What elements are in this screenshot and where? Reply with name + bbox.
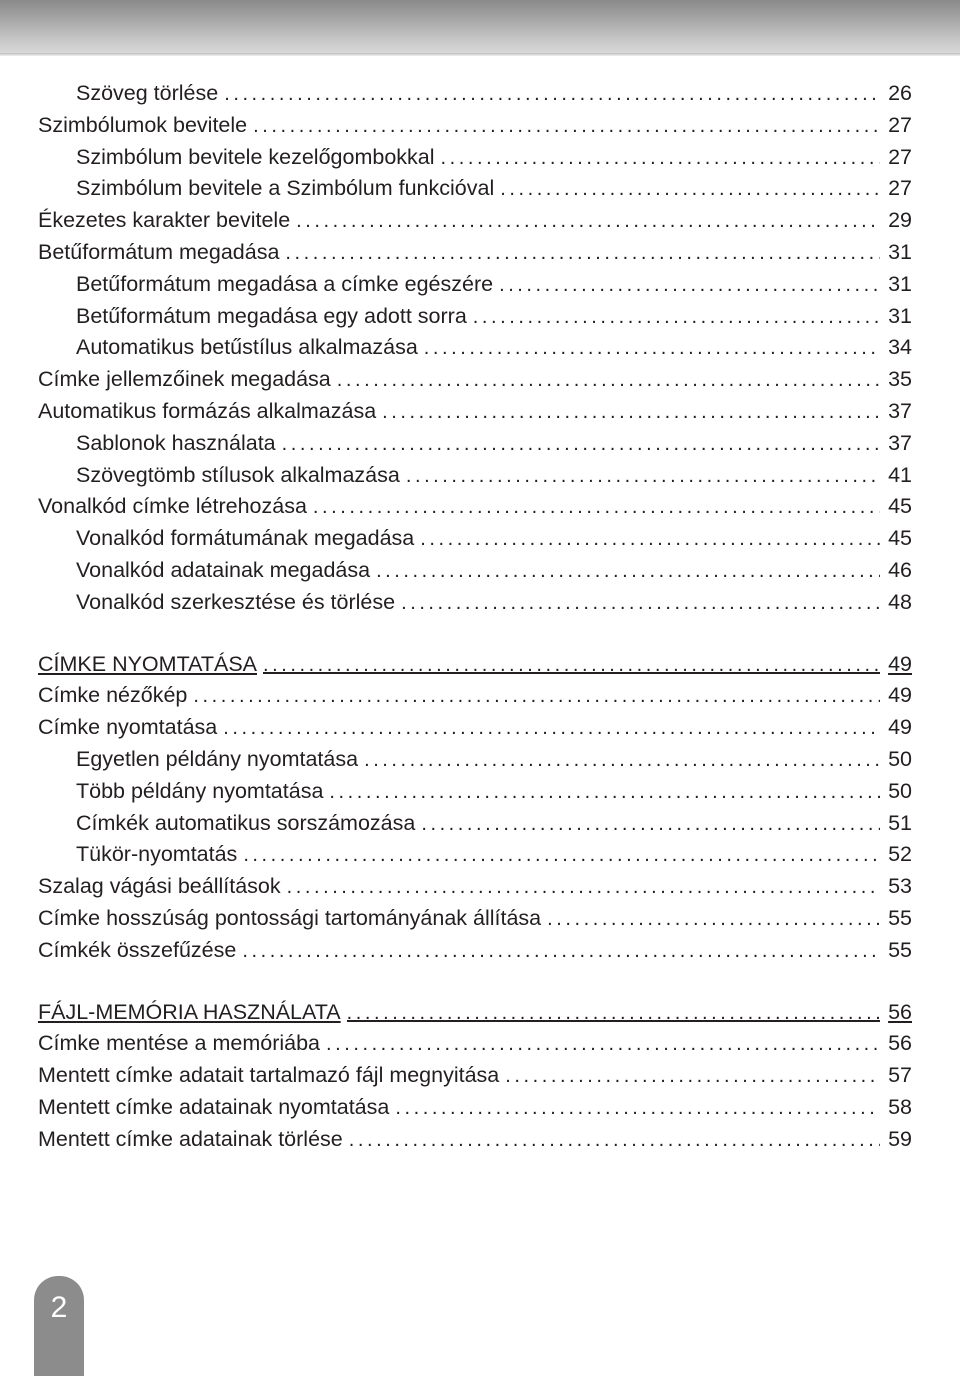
toc-entry-page: 57: [888, 1063, 912, 1088]
toc-entry: [0, 555, 960, 587]
toc-dot-leader: [287, 872, 880, 904]
toc-entry-title: Sablonok használata: [76, 430, 276, 455]
table-of-contents: [0, 78, 960, 1156]
toc-entry-page: 55: [888, 937, 912, 962]
toc-entry: [0, 110, 960, 142]
toc-dot-leader: [376, 556, 880, 588]
toc-entry-title: Vonalkód adatainak megadása: [76, 557, 371, 582]
toc-dot-leader: [263, 650, 880, 682]
toc-entry-title: Szalag vágási beállítások: [38, 874, 281, 899]
toc-entry-page: 45: [888, 494, 912, 519]
toc-entry: [0, 205, 960, 237]
toc-entry-title: Címke nyomtatása: [38, 715, 218, 740]
toc-entry-page: 56: [888, 999, 912, 1024]
toc-entry-page: 55: [888, 905, 912, 930]
toc-entry-page: 50: [888, 778, 912, 803]
toc-dot-leader: [313, 492, 880, 524]
toc-entry-title: CÍMKE NYOMTATÁSA: [38, 651, 257, 676]
toc-dot-leader: [296, 206, 880, 238]
toc-entry: [0, 776, 960, 808]
toc-dot-leader: [505, 1061, 880, 1093]
toc-entry-title: Címkék automatikus sorszámozása: [76, 810, 416, 835]
toc-entry-title: Több példány nyomtatása: [76, 778, 324, 803]
toc-entry-title: Betűformátum megadása a címke egészére: [76, 271, 494, 296]
toc-dot-leader: [347, 998, 880, 1030]
toc-entry-page: 50: [888, 746, 912, 771]
toc-dot-leader: [406, 461, 880, 493]
toc-dot-leader: [242, 936, 880, 968]
toc-entry-page: 51: [888, 810, 912, 835]
toc-dot-leader: [349, 1125, 880, 1157]
toc-dot-leader: [243, 840, 880, 872]
toc-entry-page: 27: [888, 112, 912, 137]
toc-entry-title: Mentett címke adatait tartalmazó fájl megnyitása: [38, 1063, 500, 1088]
toc-entry: [0, 301, 960, 333]
toc-entry-page: 26: [888, 81, 912, 105]
toc-dot-leader: [401, 588, 880, 620]
toc-dot-leader: [382, 397, 880, 429]
toc-dot-leader: [441, 143, 880, 175]
toc-entry-page: 37: [888, 430, 912, 455]
toc-dot-leader: [473, 302, 880, 334]
toc-dot-leader: [500, 174, 880, 206]
toc-dot-leader: [282, 429, 880, 461]
toc-entry-title: Címke hosszúság pontossági tartományának állítása: [38, 905, 542, 930]
page-number: 2: [50, 1291, 68, 1324]
toc-entry: [0, 428, 960, 460]
toc-dot-leader: [547, 904, 880, 936]
toc-entry-title: Betűformátum megadása egy adott sorra: [76, 303, 467, 328]
toc-entry-title: FÁJL-MEMÓRIA HASZNÁLATA: [38, 999, 341, 1024]
toc-dot-leader: [223, 713, 880, 745]
toc-entry: [0, 744, 960, 776]
toc-entry-page: 41: [888, 462, 912, 487]
toc-entry: [0, 1092, 960, 1124]
toc-dot-leader: [421, 809, 880, 841]
toc-entry-page: 31: [888, 303, 912, 328]
toc-entry-page: 46: [888, 557, 912, 582]
toc-entry-page: 37: [888, 398, 912, 423]
toc-entry: [0, 269, 960, 301]
toc-entry: [0, 523, 960, 555]
toc-entry: [0, 332, 960, 364]
toc-chapter-heading: [0, 649, 960, 681]
toc-chapter-heading: [0, 997, 960, 1029]
toc-entry-title: Tükör-nyomtatás: [76, 842, 238, 867]
toc-entry: [0, 680, 960, 712]
toc-entry-page: 56: [888, 1031, 912, 1056]
toc-entry: [0, 839, 960, 871]
toc-entry-title: Szövegtömb stílusok alkalmazása: [76, 462, 400, 487]
toc-entry: [0, 78, 960, 110]
toc-entry-title: Ékezetes karakter bevitele: [38, 208, 291, 233]
toc-entry: [0, 712, 960, 744]
toc-entry-title: Betűformátum megadása: [38, 239, 280, 264]
toc-dot-leader: [224, 79, 880, 111]
toc-entry-page: 49: [888, 651, 912, 676]
toc-entry: [0, 364, 960, 396]
toc-entry-title: Vonalkód címke létrehozása: [38, 494, 307, 519]
toc-entry-title: Mentett címke adatainak nyomtatása: [38, 1094, 390, 1119]
toc-entry: [0, 587, 960, 619]
toc-entry: [0, 903, 960, 935]
toc-entry: [0, 1060, 960, 1092]
toc-entry-title: Szimbólumok bevitele: [38, 112, 248, 137]
toc-entry-page: 49: [888, 715, 912, 740]
toc-entry-title: Egyetlen példány nyomtatása: [76, 746, 359, 771]
toc-dot-leader: [499, 270, 880, 302]
toc-dot-leader: [253, 111, 880, 143]
toc-entry-title: Automatikus formázás alkalmazása: [38, 398, 377, 423]
toc-entry-page: 29: [888, 208, 912, 233]
toc-entry-title: Címke nézőkép: [38, 683, 188, 708]
toc-entry-page: 34: [888, 335, 912, 360]
toc-entry-title: Vonalkód formátumának megadása: [76, 526, 415, 551]
toc-dot-leader: [329, 777, 880, 809]
toc-dot-leader: [395, 1093, 880, 1125]
toc-entry-page: 31: [888, 271, 912, 296]
toc-entry-page: 27: [888, 176, 912, 201]
toc-entry: [0, 173, 960, 205]
toc-entry-page: 31: [888, 239, 912, 264]
toc-entry-page: 45: [888, 526, 912, 551]
toc-entry-page: 52: [888, 842, 912, 867]
toc-entry-page: 53: [888, 874, 912, 899]
toc-dot-leader: [424, 333, 880, 365]
toc-entry: [0, 396, 960, 428]
toc-entry: [0, 237, 960, 269]
toc-entry: [0, 808, 960, 840]
header-band: [0, 0, 960, 56]
toc-entry: [0, 935, 960, 967]
toc-dot-leader: [420, 524, 880, 556]
toc-dot-leader: [326, 1029, 880, 1061]
toc-entry-title: Vonalkód szerkesztése és törlése: [76, 589, 396, 614]
toc-entry: [0, 142, 960, 174]
toc-dot-leader: [285, 238, 880, 270]
toc-entry: [0, 1124, 960, 1156]
toc-entry: [0, 871, 960, 903]
toc-entry-title: Szimbólum bevitele kezelőgombokkal: [76, 144, 435, 169]
toc-entry-title: Szöveg törlése: [76, 81, 219, 105]
toc-entry-title: Címkék összefűzése: [38, 937, 237, 962]
toc-entry-page: 48: [888, 589, 912, 614]
toc-entry: [0, 491, 960, 523]
toc-entry-page: 49: [888, 683, 912, 708]
toc-dot-leader: [364, 745, 880, 777]
toc-entry-page: 27: [888, 144, 912, 169]
toc-dot-leader: [337, 365, 880, 397]
toc-entry-title: Automatikus betűstílus alkalmazása: [76, 335, 418, 360]
toc-entry-page: 59: [888, 1126, 912, 1151]
toc-entry: [0, 460, 960, 492]
toc-dot-leader: [193, 681, 880, 713]
toc-entry-title: Mentett címke adatainak törlése: [38, 1126, 343, 1151]
toc-entry-page: 58: [888, 1094, 912, 1119]
toc-entry: [0, 1028, 960, 1060]
toc-entry-title: Címke jellemzőinek megadása: [38, 367, 331, 392]
toc-entry-title: Címke mentése a memóriába: [38, 1031, 320, 1056]
toc-entry-title: Szimbólum bevitele a Szimbólum funkcióval: [76, 176, 495, 201]
toc-entry-page: 35: [888, 367, 912, 392]
